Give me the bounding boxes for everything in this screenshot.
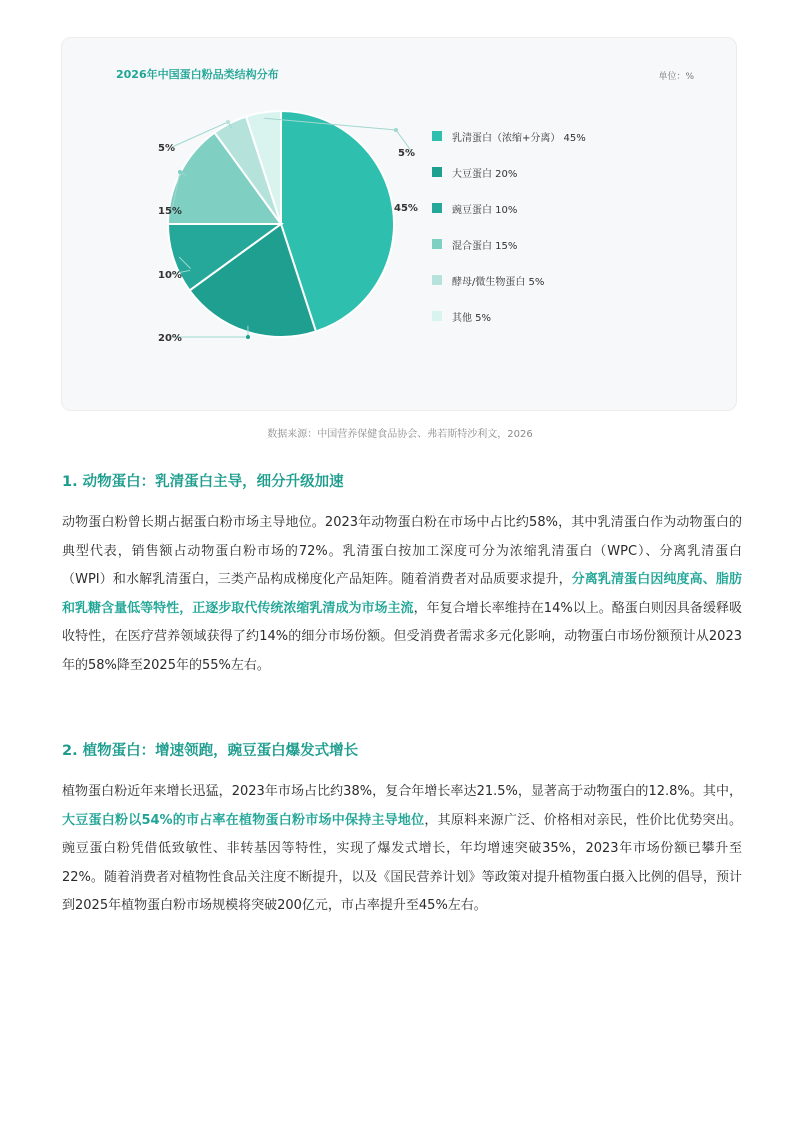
slice-label: 10% <box>158 270 182 281</box>
chart-title: 2026年中国蛋白粉品类结构分布 <box>116 68 279 81</box>
legend-item <box>432 298 586 334</box>
unit-label: 单位：% <box>658 72 694 82</box>
chart-legend <box>432 118 586 334</box>
section-plant-protein <box>62 739 742 921</box>
legend-swatch <box>432 311 442 321</box>
slice-label: 45% <box>394 203 418 214</box>
section-paragraph <box>62 509 742 680</box>
section-heading: 2. 植物蛋白：增速领跑，豌豆蛋白爆发式增长 <box>62 743 359 759</box>
legend-item <box>432 154 586 190</box>
slice-label: 5% <box>158 143 175 154</box>
legend-item <box>432 226 586 262</box>
legend-item <box>432 118 586 154</box>
legend-label: 大豆蛋白 20% <box>452 168 518 180</box>
slice-label: 15% <box>158 206 182 217</box>
paragraph-text: 植物蛋白粉近年来增长迅猛，2023年市场占比约38%，复合年增长率达21.5%，显著高于动物蛋白的12.8%。其中， <box>62 784 742 799</box>
legend-swatch <box>432 275 442 285</box>
paragraph-text: ，年复合增长率维持在14%以上。酪蛋白则因具备缓释吸收特性，在医疗营养领域获得了约14%的细分市场份额。但受消费者需求多元化影响，动物蛋白市场份额预计从2023年的58%降至2025年的55%左右。 <box>62 600 742 673</box>
chart-card <box>61 37 737 411</box>
highlight-text: 大豆蛋白粉以54%的市占率在植物蛋白粉市场中保持主导地位 <box>62 812 425 828</box>
paragraph-text: 动物蛋白粉曾长期占据蛋白粉市场主导地位。2023年动物蛋白粉在市场中占比约58%，其中乳清蛋白作为动物蛋白的典型代表，销售额占动物蛋白粉市场的72%。乳清蛋白按加工深度可分为浓缩乳清蛋白（WPC）、分离乳清蛋白（WPI）和水解乳清蛋白，三类产品构成梯度化产品矩阵。随着消费者对品质要求提升， <box>62 515 742 587</box>
pie-chart <box>62 38 738 412</box>
legend-label: 其他 5% <box>452 312 492 324</box>
legend-label: 混合蛋白 15% <box>452 240 518 252</box>
slice-label: 5% <box>398 148 415 159</box>
legend-swatch <box>432 203 442 213</box>
section-heading: 1. 动物蛋白：乳清蛋白主导，细分升级加速 <box>62 474 344 490</box>
legend-swatch <box>432 167 442 177</box>
legend-swatch <box>432 131 442 141</box>
data-source: 数据来源：中国营养保健食品协会、弗若斯特沙利文，2026 <box>267 429 533 440</box>
legend-label: 乳清蛋白（浓缩+分离） 45% <box>452 132 586 144</box>
slice-label: 20% <box>158 333 182 344</box>
section-paragraph <box>62 778 742 921</box>
highlight-text: 分离乳清蛋白因纯度高、脂肪和乳糖含量低等特性，正逐步取代传统浓缩乳清成为市场主流 <box>62 572 742 616</box>
leader-dot <box>178 170 182 174</box>
paragraph-text: ，其原料来源广泛、价格相对亲民，性价比优势突出。豌豆蛋白粉凭借低致敏性、非转基因等特性，实现了爆发式增长，年均增速突破35%，2023年市场份额已攀升至22%。随着消费者对植物性食品关注度不断提升，以及《国民营养计划》等政策对提升植物蛋白摄入比例的倡导，预计到2025年植物蛋白粉市场规模将突破200亿元，市占率提升至45%左右。 <box>62 812 742 913</box>
legend-item <box>432 190 586 226</box>
leader-dot <box>190 268 194 272</box>
legend-item <box>432 262 586 298</box>
legend-label: 酵母/微生物蛋白 5% <box>452 276 545 288</box>
section-animal-protein <box>62 470 742 680</box>
legend-label: 豌豆蛋白 10% <box>452 204 518 216</box>
legend-swatch <box>432 239 442 249</box>
leader-dot <box>226 120 230 124</box>
leader-dot <box>246 335 250 339</box>
leader-dot <box>394 128 398 132</box>
